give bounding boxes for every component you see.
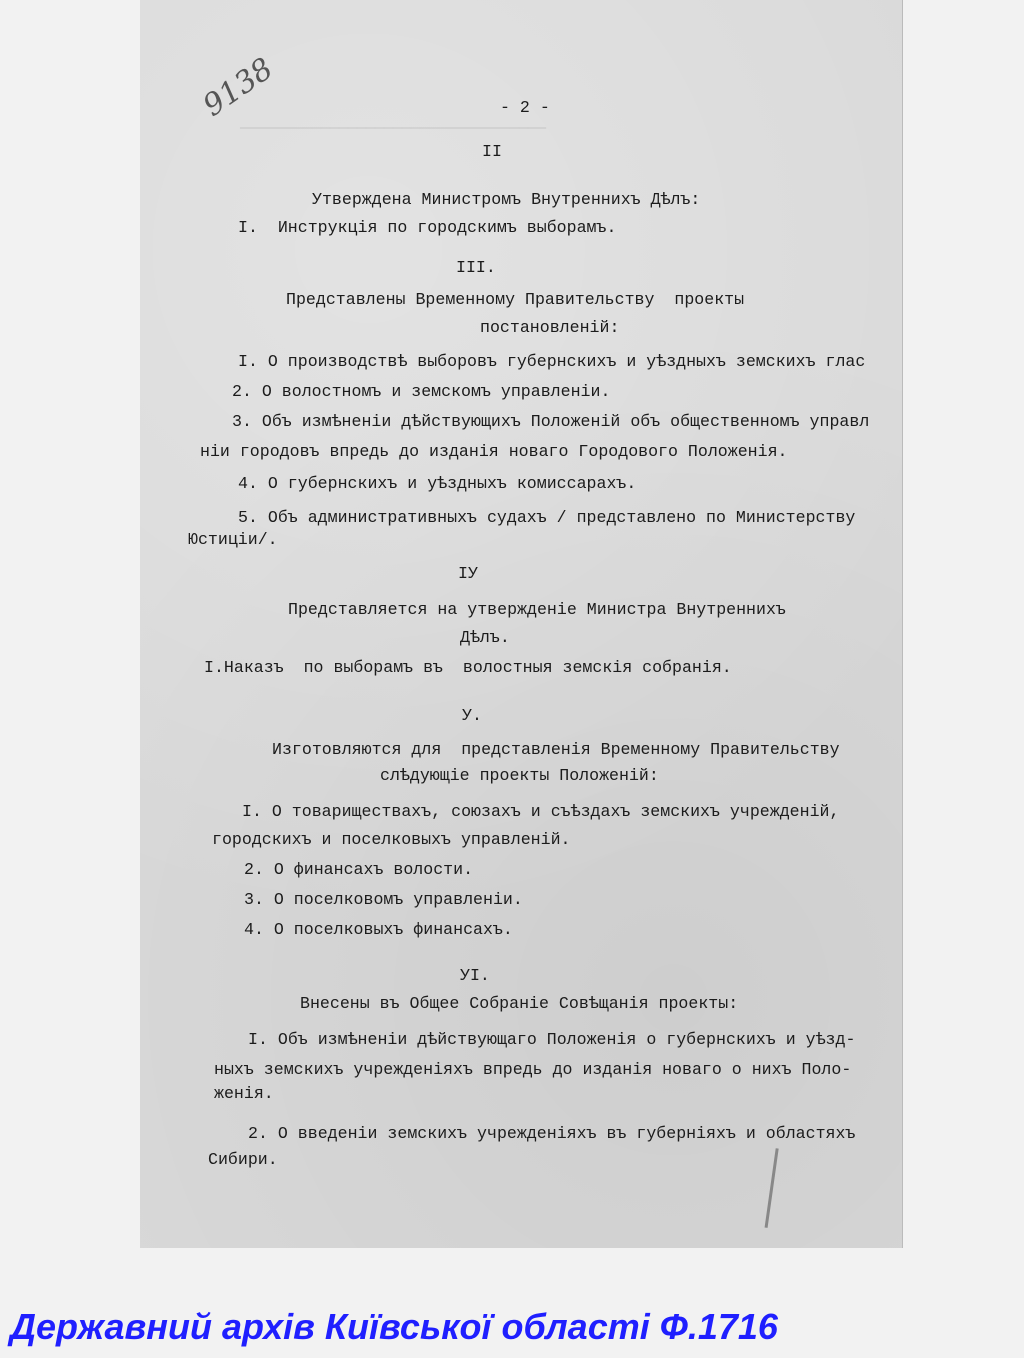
handwritten-note: 9138 xyxy=(196,51,280,124)
list-item: Юстицiи/. xyxy=(188,530,278,549)
section-numeral: УI. xyxy=(460,966,490,985)
list-item: нiи городовъ впредь до изданiя новаго Городового Положенiя. xyxy=(200,442,788,461)
list-item: I. О товариществахъ, союзахъ и съѣздахъ земскихъ учрежденiй, xyxy=(242,802,840,821)
list-item: I. О производствѣ выборовъ губернскихъ и уѣздныхъ земскихъ глас xyxy=(238,352,866,371)
section-numeral: У. xyxy=(462,706,482,725)
list-item: 3. Объ измѣненiи дѣйствующихъ Положенiй объ общественномъ управл xyxy=(232,412,870,431)
list-item: I.Наказъ по выборамъ въ волостныя земскiя собранiя. xyxy=(204,658,732,677)
section-heading-cont: Дѣлъ. xyxy=(460,628,510,647)
list-item: женiя. xyxy=(214,1084,274,1103)
section-heading: Утверждена Министромъ Внутреннихъ Дѣлъ: xyxy=(312,190,701,209)
bleed-through-text: —————————————————————————————————— xyxy=(240,120,547,137)
list-item: 2. О финансахъ волости. xyxy=(244,860,474,879)
list-item: 2. О введенiи земскихъ учрежденiяхъ въ губернiяхъ и областяхъ xyxy=(248,1124,856,1143)
section-heading-cont: постановленiй: xyxy=(480,318,620,337)
list-item: 2. О волостномъ и земскомъ управленiи. xyxy=(232,382,611,401)
list-item: I. Инструкцiя по городскимъ выборамъ. xyxy=(238,218,617,237)
list-item: ныхъ земскихъ учрежденiяхъ впредь до изданiя новаго о нихъ Поло- xyxy=(214,1060,852,1079)
section-numeral: IУ xyxy=(458,564,478,583)
section-numeral: II xyxy=(482,142,502,161)
list-item: I. Объ измѣненiи дѣйствующаго Положенiя о губернскихъ и уѣзд- xyxy=(248,1030,856,1049)
section-heading: Внесены въ Общее Собранiе Совѣщанiя проекты: xyxy=(300,994,739,1013)
list-item: 4. О поселковыхъ финансахъ. xyxy=(244,920,513,939)
section-heading-cont: слѣдующiе проекты Положенiй: xyxy=(380,766,659,785)
archive-label: Державний архів Київської області Ф.1716 xyxy=(10,1306,778,1347)
list-item: 5. Объ административныхъ судахъ / представлено по Министерству xyxy=(238,508,856,527)
section-heading: Представлены Временному Правительству проекты xyxy=(286,290,745,309)
section-heading: Изготовляются для представленiя Временному Правительству xyxy=(272,740,840,759)
section-numeral: III. xyxy=(456,258,496,277)
list-item: 4. О губернскихъ и уѣздныхъ комиссарахъ. xyxy=(238,474,637,493)
list-item: городскихъ и поселковыхъ управленiй. xyxy=(212,830,571,849)
list-item: 3. О поселковомъ управленiи. xyxy=(244,890,523,909)
list-item: Сибири. xyxy=(208,1150,278,1169)
section-heading: Представляется на утвержденiе Министра Внутреннихъ xyxy=(288,600,786,619)
page-number: - 2 - xyxy=(500,98,550,117)
